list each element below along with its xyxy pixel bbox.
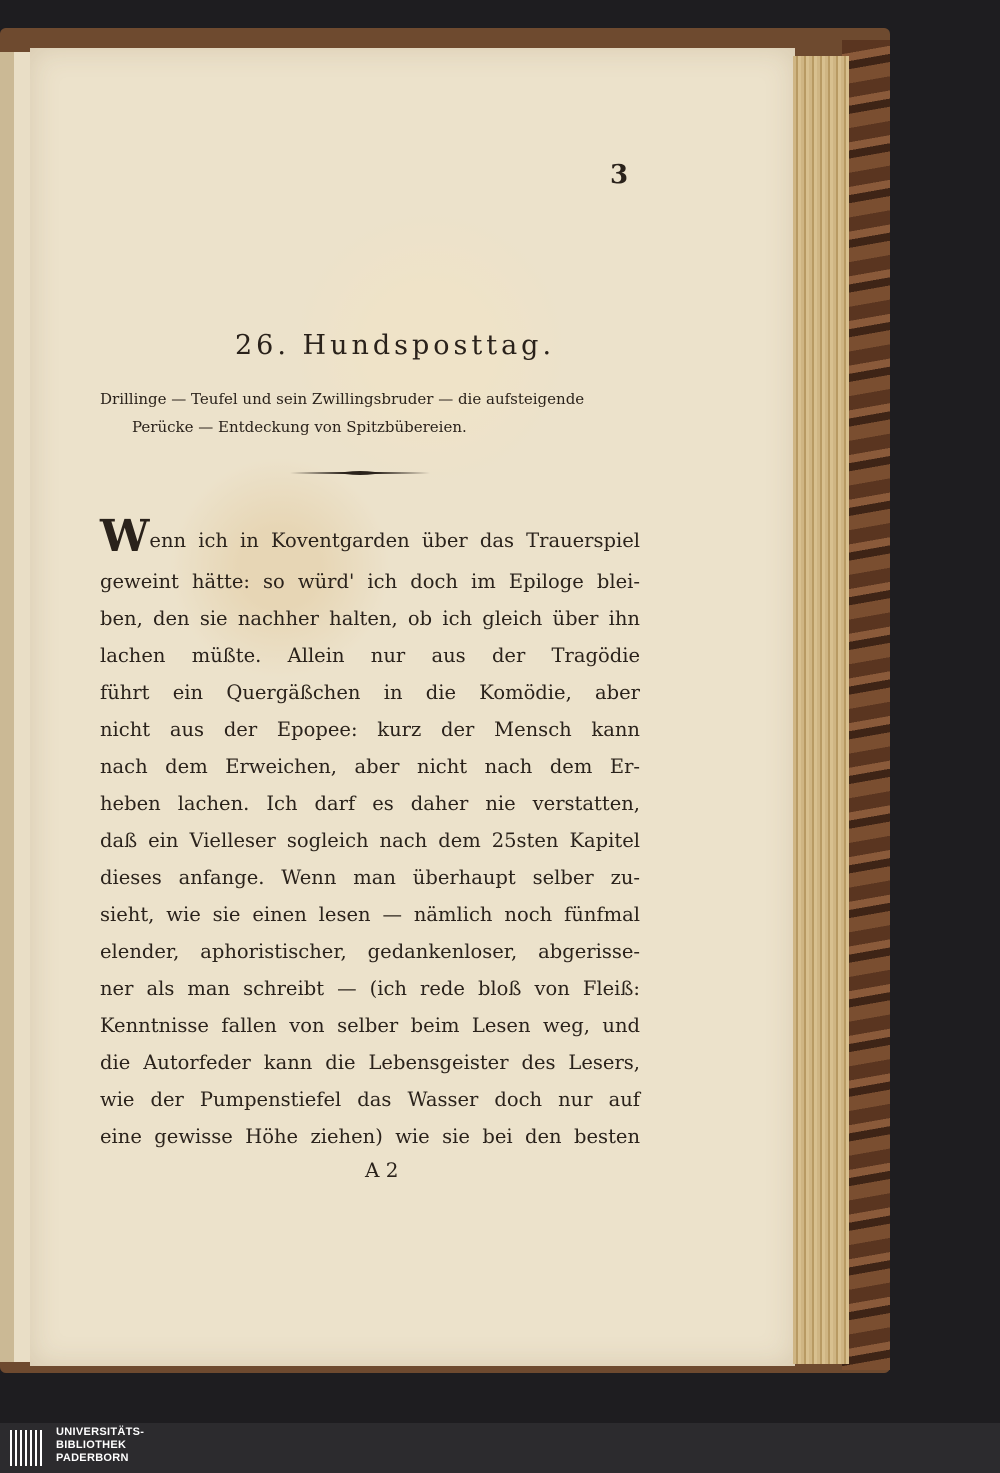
drop-cap: W [100,511,150,562]
chapter-summary [100,385,640,441]
text-line: elender, aphoristischer, gedankenloser, abgerisse- [100,940,640,963]
text-line: heben lachen. Ich darf es daher nie verstatten, [100,792,640,815]
text-line: ner als man schreibt — (ich rede bloß von Fleiß: [100,977,640,1000]
text-line: lachen müßte. Allein nur aus der Tragödie [100,644,640,667]
text-line: nicht aus der Epopee: kurz der Mensch kann [100,718,640,741]
text-line: Kenntnisse fallen von selber beim Lesen weg, und [100,1014,640,1037]
footer-bar [0,1423,1000,1473]
text-line: sieht, wie sie einen lesen — nämlich noch fünfmal [100,903,640,926]
text-line: Wenn ich in Koventgarden über das Trauerspiel [100,511,640,562]
book-spine-marbled [842,40,890,1370]
summary-line: Perücke — Entdeckung von Spitzbübereien. [132,418,467,436]
text-line: die Autorfeder kann die Lebensgeister des Lesers, [100,1051,640,1074]
text-line: nach dem Erweichen, aber nicht nach dem Er- [100,755,640,778]
library-name: UNIVERSITÄTS- BIBLIOTHEK PADERBORN [56,1426,145,1464]
page-fore-edge [793,56,849,1364]
text-line: führt ein Quergäßchen in die Komödie, aber [100,681,640,704]
chapter-title: 26. Hundsposttag. [235,330,556,361]
signature-mark: A 2 [365,1158,399,1182]
text-line: dieses anfange. Wenn man überhaupt selber zu- [100,866,640,889]
text-line: daß ein Vielleser sogleich nach dem 25sten Kapitel [100,829,640,852]
text-line: ben, den sie nachher halten, ob ich gleich über ihn [100,607,640,630]
text-line: geweint hätte: so würd' ich doch im Epiloge blei- [100,570,640,593]
ornamental-rule [290,470,430,476]
body-text [100,511,640,1155]
text-line: wie der Pumpenstiefel das Wasser doch nur auf [100,1088,640,1111]
text-line: eine gewisse Höhe ziehen) wie sie bei den besten [100,1125,640,1148]
summary-line: Drillinge — Teufel und sein Zwillingsbruder — die aufsteigende [100,390,585,408]
page-number: 3 [610,160,629,190]
left-page-shadow [0,52,14,1362]
library-logo-icon [8,1426,48,1470]
